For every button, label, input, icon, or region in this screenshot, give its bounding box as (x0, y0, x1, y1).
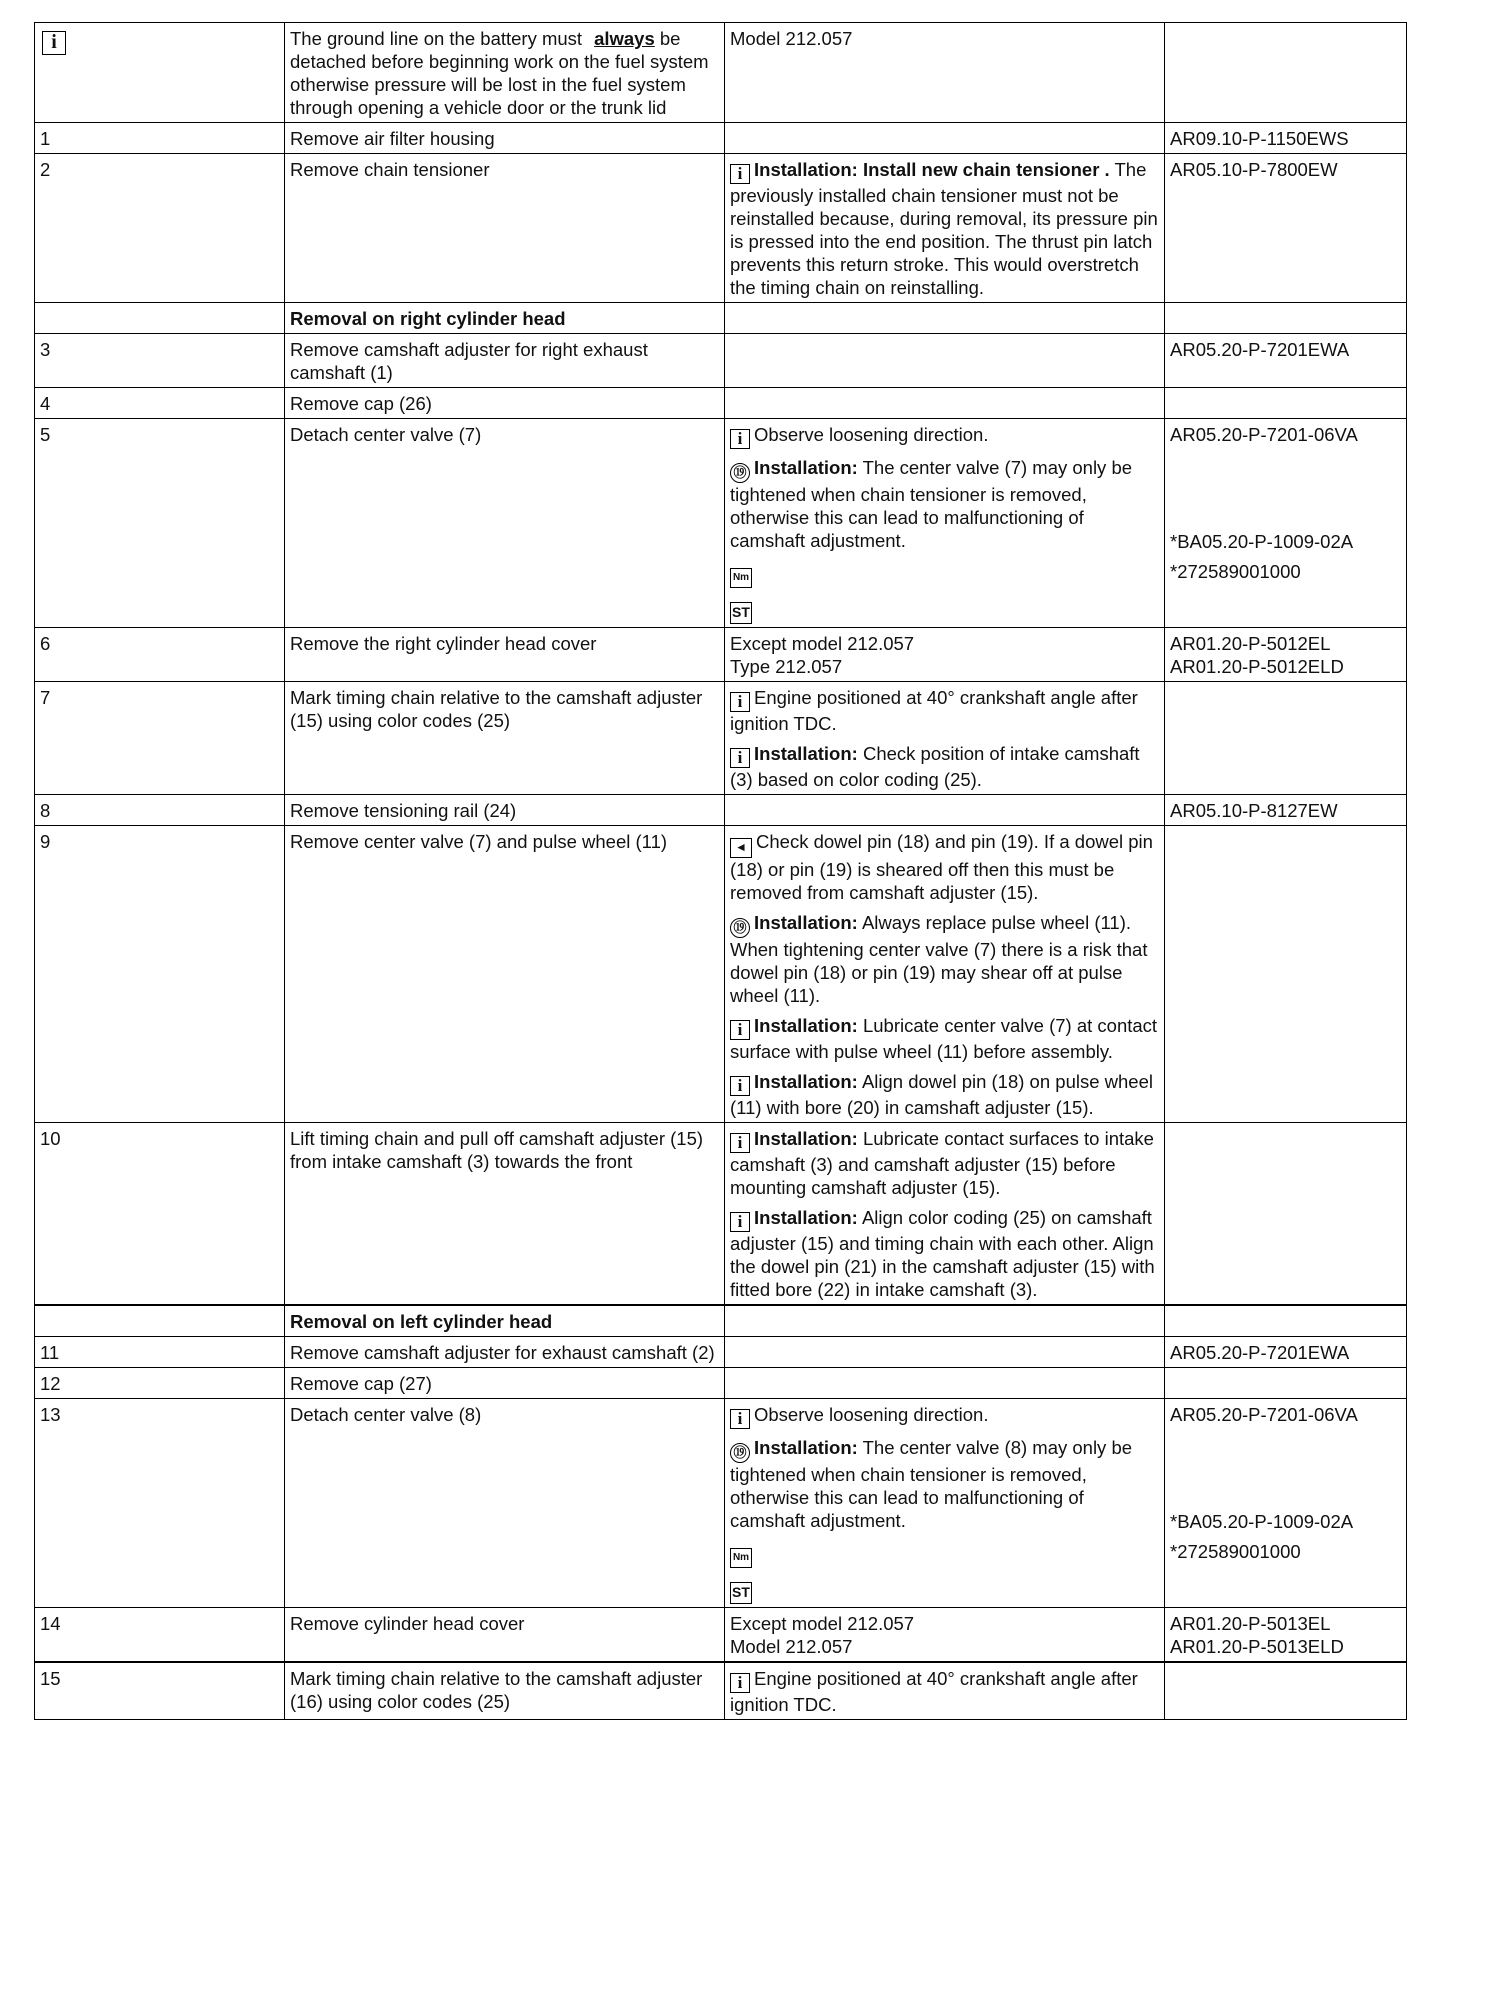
info-icon: i (730, 1673, 750, 1693)
reference-cell[interactable] (1165, 1337, 1407, 1368)
table-row (35, 795, 1407, 826)
table-row (35, 1368, 1407, 1399)
note-cell: Except model 212.057 Type 212.057 (725, 628, 1165, 682)
table-row (35, 154, 1407, 303)
table-row (35, 682, 1407, 795)
table-row (35, 826, 1407, 1123)
reference-link[interactable]: AR05.10-P-7800EW (1170, 159, 1338, 180)
info-icon: i (730, 164, 750, 184)
check-icon: ◄ (730, 838, 752, 858)
step-cell: 14 (35, 1608, 285, 1663)
note-cell: i Engine positioned at 40° crankshaft angle after ignition TDC. i Installation: Check position of intake camshaft (3) based on color coding (25). (725, 682, 1165, 795)
note-cell (725, 334, 1165, 388)
table-row (35, 23, 1407, 123)
table-row (35, 419, 1407, 628)
step-cell: 9 (35, 826, 285, 1123)
reference-link[interactable]: AR05.20-P-7201-06VA (1170, 1404, 1358, 1425)
step-cell: 13 (35, 1399, 285, 1608)
reference-link[interactable]: AR05.20-P-7201EWA (1170, 1342, 1350, 1363)
section-title: Removal on left cylinder head (285, 1305, 725, 1337)
description-cell: Remove the right cylinder head cover (285, 628, 725, 682)
description-cell: Detach center valve (8) (285, 1399, 725, 1608)
installation-warning-icon: ⑲ (730, 463, 750, 483)
description-cell: Remove tensioning rail (24) (285, 795, 725, 826)
note-cell (725, 123, 1165, 154)
table-row (35, 123, 1407, 154)
note-cell: i Observe loosening direction. ⑲ Installation: The center valve (8) may only be tightened when chain tensioner is removed, otherwise this can lead to malfunctioning of camshaft adjustment. Nm ST (725, 1399, 1165, 1608)
reference-cell[interactable] (1165, 795, 1407, 826)
section-header-row (35, 1305, 1407, 1337)
info-icon: i (730, 748, 750, 768)
reference-cell[interactable] (1165, 1608, 1407, 1663)
step-cell: 5 (35, 419, 285, 628)
reference-cell[interactable] (1165, 628, 1407, 682)
table-row (35, 1399, 1407, 1608)
note-cell (725, 795, 1165, 826)
note-cell: i Installation: Install new chain tensioner . The previously installed chain tensioner must not be reinstalled because, during removal, its pressure pin is pressed into the end position. The thrust pin latch prevents this return stroke. This would overstretch the timing chain on reinstalling. (725, 154, 1165, 303)
info-icon: i (42, 31, 66, 55)
reference-link[interactable]: AR01.20-P-5012EL (1170, 633, 1331, 654)
note-cell (725, 388, 1165, 419)
reference-link[interactable]: AR05.20-P-7201EWA (1170, 339, 1350, 360)
reference-cell (1165, 388, 1407, 419)
reference-link[interactable]: AR05.10-P-8127EW (1170, 800, 1338, 821)
repair-procedure-document (34, 22, 1406, 1720)
procedure-table (34, 22, 1407, 1720)
note-cell: Except model 212.057 Model 212.057 (725, 1608, 1165, 1663)
description-cell: The ground line on the battery must always be detached before beginning work on the fuel system otherwise pressure will be lost in the fuel system through opening a vehicle door or the trunk lid (285, 23, 725, 123)
step-cell: 15 (35, 1662, 285, 1720)
step-cell: 7 (35, 682, 285, 795)
reference-cell (1165, 826, 1407, 1123)
reference-cell (1165, 1123, 1407, 1306)
step-cell: 3 (35, 334, 285, 388)
table-row (35, 1662, 1407, 1720)
description-cell: Detach center valve (7) (285, 419, 725, 628)
description-cell: Remove cap (27) (285, 1368, 725, 1399)
note-cell: ◄ Check dowel pin (18) and pin (19). If a dowel pin (18) or pin (19) is sheared off then this must be removed from camshaft adjuster (15). ⑲ Installation: Always replace pulse wheel (11). When tightening center valve (7) there is a risk that dowel pin (18) or pin (19) may shear off at pulse wheel (11). i Installation: Lubricate center valve (7) at contact surface with pulse wheel (11) before assembly. i Installation: Align dowel pin (18) on pulse wheel (11) with bore (20) in camshaft adjuster (15). (725, 826, 1165, 1123)
description-cell: Mark timing chain relative to the camshaft adjuster (15) using color codes (25) (285, 682, 725, 795)
emphasis-always: always (594, 28, 655, 49)
note-cell: i Installation: Lubricate contact surfaces to intake camshaft (3) and camshaft adjuster (15) before mounting camshaft adjuster (15). i Installation: Align color coding (25) on camshaft adjuster (15) and timing chain with each other. Align the dowel pin (21) in the camshaft adjuster (15) with fitted bore (22) in intake camshaft (3). (725, 1123, 1165, 1306)
step-cell: 10 (35, 1123, 285, 1306)
table-row (35, 628, 1407, 682)
description-cell: Remove cap (26) (285, 388, 725, 419)
info-icon: i (730, 692, 750, 712)
info-icon: i (730, 1212, 750, 1232)
step-cell: 4 (35, 388, 285, 419)
step-cell: 6 (35, 628, 285, 682)
installation-warning-icon: ⑲ (730, 1443, 750, 1463)
special-tool-icon[interactable]: ST (730, 1582, 752, 1604)
reference-link[interactable]: AR05.20-P-7201-06VA (1170, 424, 1358, 445)
reference-cell (1165, 1368, 1407, 1399)
info-icon: i (730, 429, 750, 449)
table-row (35, 1123, 1407, 1306)
description-cell: Remove camshaft adjuster for right exhaust camshaft (1) (285, 334, 725, 388)
reference-link[interactable]: AR01.20-P-5012ELD (1170, 656, 1344, 677)
step-cell: 8 (35, 795, 285, 826)
installation-warning-icon: ⑲ (730, 918, 750, 938)
reference-cell[interactable] (1165, 334, 1407, 388)
table-row (35, 1608, 1407, 1663)
reference-link[interactable]: AR01.20-P-5013ELD (1170, 1636, 1344, 1657)
step-cell: 1 (35, 123, 285, 154)
reference-link[interactable]: *272589001000 (1170, 561, 1301, 582)
step-cell: 2 (35, 154, 285, 303)
step-cell (35, 23, 285, 123)
reference-cell[interactable] (1165, 154, 1407, 303)
info-icon: i (730, 1076, 750, 1096)
reference-cell[interactable] (1165, 419, 1407, 628)
reference-link[interactable]: *BA05.20-P-1009-02A (1170, 531, 1354, 552)
description-cell: Remove camshaft adjuster for exhaust camshaft (2) (285, 1337, 725, 1368)
table-row (35, 388, 1407, 419)
table-row (35, 1337, 1407, 1368)
info-icon: i (730, 1133, 750, 1153)
note-cell: i Observe loosening direction. ⑲ Installation: The center valve (7) may only be tightened when chain tensioner is removed, otherwise this can lead to malfunctioning of camshaft adjustment. Nm ST (725, 419, 1165, 628)
section-header-row (35, 303, 1407, 334)
description-cell: Mark timing chain relative to the camshaft adjuster (16) using color codes (25) (285, 1662, 725, 1720)
description-cell: Lift timing chain and pull off camshaft adjuster (15) from intake camshaft (3) towards the front (285, 1123, 725, 1306)
description-cell: Remove air filter housing (285, 123, 725, 154)
note-cell (725, 1337, 1165, 1368)
reference-cell (1165, 682, 1407, 795)
reference-cell[interactable] (1165, 1399, 1407, 1608)
reference-link[interactable]: AR09.10-P-1150EWS (1170, 128, 1349, 149)
note-cell: i Engine positioned at 40° crankshaft angle after ignition TDC. (725, 1662, 1165, 1720)
special-tool-icon[interactable]: ST (730, 602, 752, 624)
table-row (35, 334, 1407, 388)
step-cell: 11 (35, 1337, 285, 1368)
reference-cell[interactable] (1165, 123, 1407, 154)
step-cell: 12 (35, 1368, 285, 1399)
note-cell: Model 212.057 (725, 23, 1165, 123)
description-cell: Remove center valve (7) and pulse wheel (11) (285, 826, 725, 1123)
description-cell: Remove chain tensioner (285, 154, 725, 303)
reference-link[interactable]: *BA05.20-P-1009-02A (1170, 1511, 1354, 1532)
reference-link[interactable]: *272589001000 (1170, 1541, 1301, 1562)
reference-cell (1165, 1662, 1407, 1720)
description-cell: Remove cylinder head cover (285, 1608, 725, 1663)
info-icon: i (730, 1020, 750, 1040)
torque-icon[interactable]: Nm (730, 1548, 752, 1568)
reference-cell (1165, 23, 1407, 123)
torque-icon[interactable]: Nm (730, 568, 752, 588)
reference-link[interactable]: AR01.20-P-5013EL (1170, 1613, 1331, 1634)
note-cell (725, 1368, 1165, 1399)
section-title: Removal on right cylinder head (285, 303, 725, 334)
info-icon: i (730, 1409, 750, 1429)
